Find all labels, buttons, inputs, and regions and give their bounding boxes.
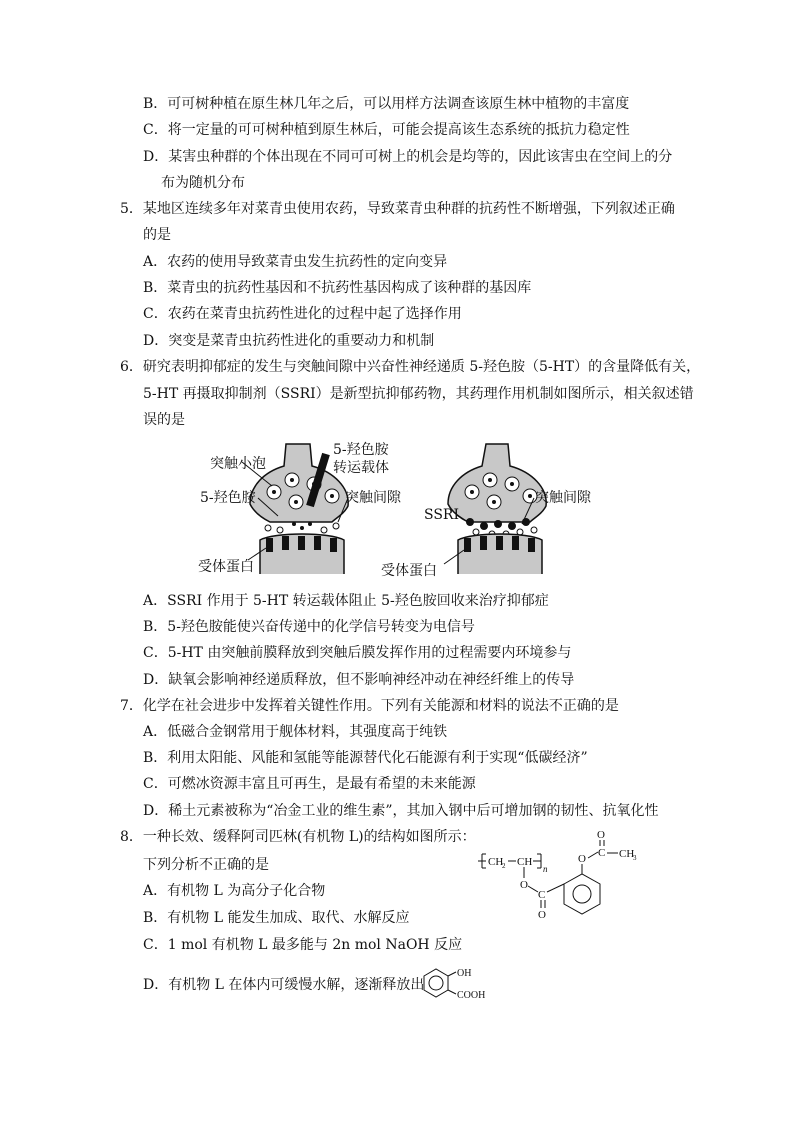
q6-stem-line3: 误的是 — [143, 412, 185, 428]
struct-cooh: COOH — [457, 990, 486, 1001]
label-cleft-right: 突触间隙 — [535, 490, 591, 506]
q4-option-d-line1: D．某害虫种群的个体出现在不同可可树上的机会是均等的，因此该害虫在空间上的分 — [143, 149, 673, 165]
struct-o-carbonyl1: O — [538, 909, 546, 920]
struct-o-ester1: O — [520, 879, 528, 891]
q6-option-d: D．缺氧会影响神经递质释放，但不影响神经冲动在神经纤维上的传导 — [143, 672, 575, 688]
label-transporter-line1: 5-羟色胺 — [333, 442, 389, 458]
q4-option-b: B．可可树种植在原生林几年之后，可以用样方法调查该原生林中植物的丰富度 — [143, 96, 630, 112]
q8-option-a: A．有机物 L 为高分子化合物 — [143, 883, 326, 899]
struct-o-carbonyl2: O — [597, 829, 605, 841]
struct-ch3: CH — [619, 848, 635, 860]
label-receptor-right: 受体蛋白 — [381, 563, 437, 579]
q6-stem-line2: 5-HT 再摄取抑制剂（SSRI）是新型抗抑郁药物，其药理作用机制如图所示，相关叙述错 — [143, 386, 694, 402]
struct-n: n — [543, 864, 548, 874]
struct-ch2: CH — [488, 856, 504, 868]
label-ssri: SSRI — [424, 507, 460, 523]
label-transporter-line2: 转运载体 — [333, 460, 389, 476]
q6-option-a: A．SSRI 作用于 5-HT 转运载体阻止 5-羟色胺回收来治疗抑郁症 — [143, 593, 549, 609]
q6-option-c: C．5-HT 由突触前膜释放到突触后膜发挥作用的过程需要内环境参与 — [143, 645, 572, 661]
q7-option-b: B．利用太阳能、风能和氢能等能源替代化石能源有利于实现“低碳经济” — [143, 750, 588, 766]
q5-stem-line1: 5．某地区连续多年对菜青虫使用农药，导致菜青虫种群的抗药性不断增强，下列叙述正确 — [120, 201, 675, 217]
q5-stem-line2: 的是 — [143, 227, 171, 243]
q8-option-d: D．有机物 L 在体内可缓慢水解，逐渐释放出 — [143, 977, 425, 993]
struct-ch: CH — [517, 856, 533, 868]
struct-c1: C — [538, 889, 546, 901]
salicylic-acid-structure — [418, 964, 496, 1004]
struct-sub2: 2 — [502, 862, 506, 870]
q4-option-c: C．将一定量的可可树种植到原生林后，可能会提高该生态系统的抵抗力稳定性 — [143, 122, 630, 138]
q5-option-c: C．农药在菜青虫抗药性进化的过程中起了选择作用 — [143, 306, 462, 322]
struct-c2: C — [598, 847, 606, 859]
q4-option-d-line2: 布为随机分布 — [161, 175, 245, 191]
q5-option-a: A．农药的使用导致菜青虫发生抗药性的定向变异 — [143, 254, 448, 270]
polymer-structure — [476, 828, 646, 920]
q7-stem: 7．化学在社会进步中发挥着关键性作用。下列有关能源和材料的说法不正确的是 — [120, 698, 619, 714]
q7-option-d: D．稀土元素被称为“冶金工业的维生素”，其加入钢中后可增加钢的韧性、抗氧化性 — [143, 803, 659, 819]
synapse-right — [444, 444, 546, 574]
q8-option-c: C．1 mol 有机物 L 最多能与 2n mol NaOH 反应 — [143, 937, 463, 953]
q7-option-a: A．低磁合金钢常用于舰体材料，其强度高于纯铁 — [143, 724, 448, 740]
q6-stem-line1: 6．研究表明抑郁症的发生与突触间隙中兴奋性神经递质 5-羟色胺（5-HT）的含量降低有关， — [120, 359, 701, 375]
q8-option-b: B．有机物 L 能发生加成、取代、水解反应 — [143, 910, 410, 926]
label-vesicle: 突触小泡 — [210, 456, 266, 472]
struct-oh: OH — [457, 968, 472, 979]
q5-option-b: B．菜青虫的抗药性基因和不抗药性基因构成了该种群的基因库 — [143, 280, 532, 296]
q5-option-d: D．突变是菜青虫抗药性进化的重要动力和机制 — [143, 333, 435, 349]
label-serotonin: 5-羟色胺 — [200, 490, 256, 506]
label-cleft-left: 突触间隙 — [345, 490, 401, 506]
label-receptor-left: 受体蛋白 — [198, 559, 254, 575]
q7-option-c: C．可燃冰资源丰富且可再生，是最有希望的未来能源 — [143, 776, 476, 792]
q8-stem-line2: 下列分析不正确的是 — [143, 857, 269, 873]
struct-o-acetoxy: O — [578, 853, 586, 865]
q8-stem-line1: 8．一种长效、缓释阿司匹林(有机物 L)的结构如图所示： — [120, 829, 476, 845]
struct-sub3: 3 — [633, 854, 637, 862]
q6-option-b: B．5-羟色胺能使兴奋传递中的化学信号转变为电信号 — [143, 619, 475, 635]
